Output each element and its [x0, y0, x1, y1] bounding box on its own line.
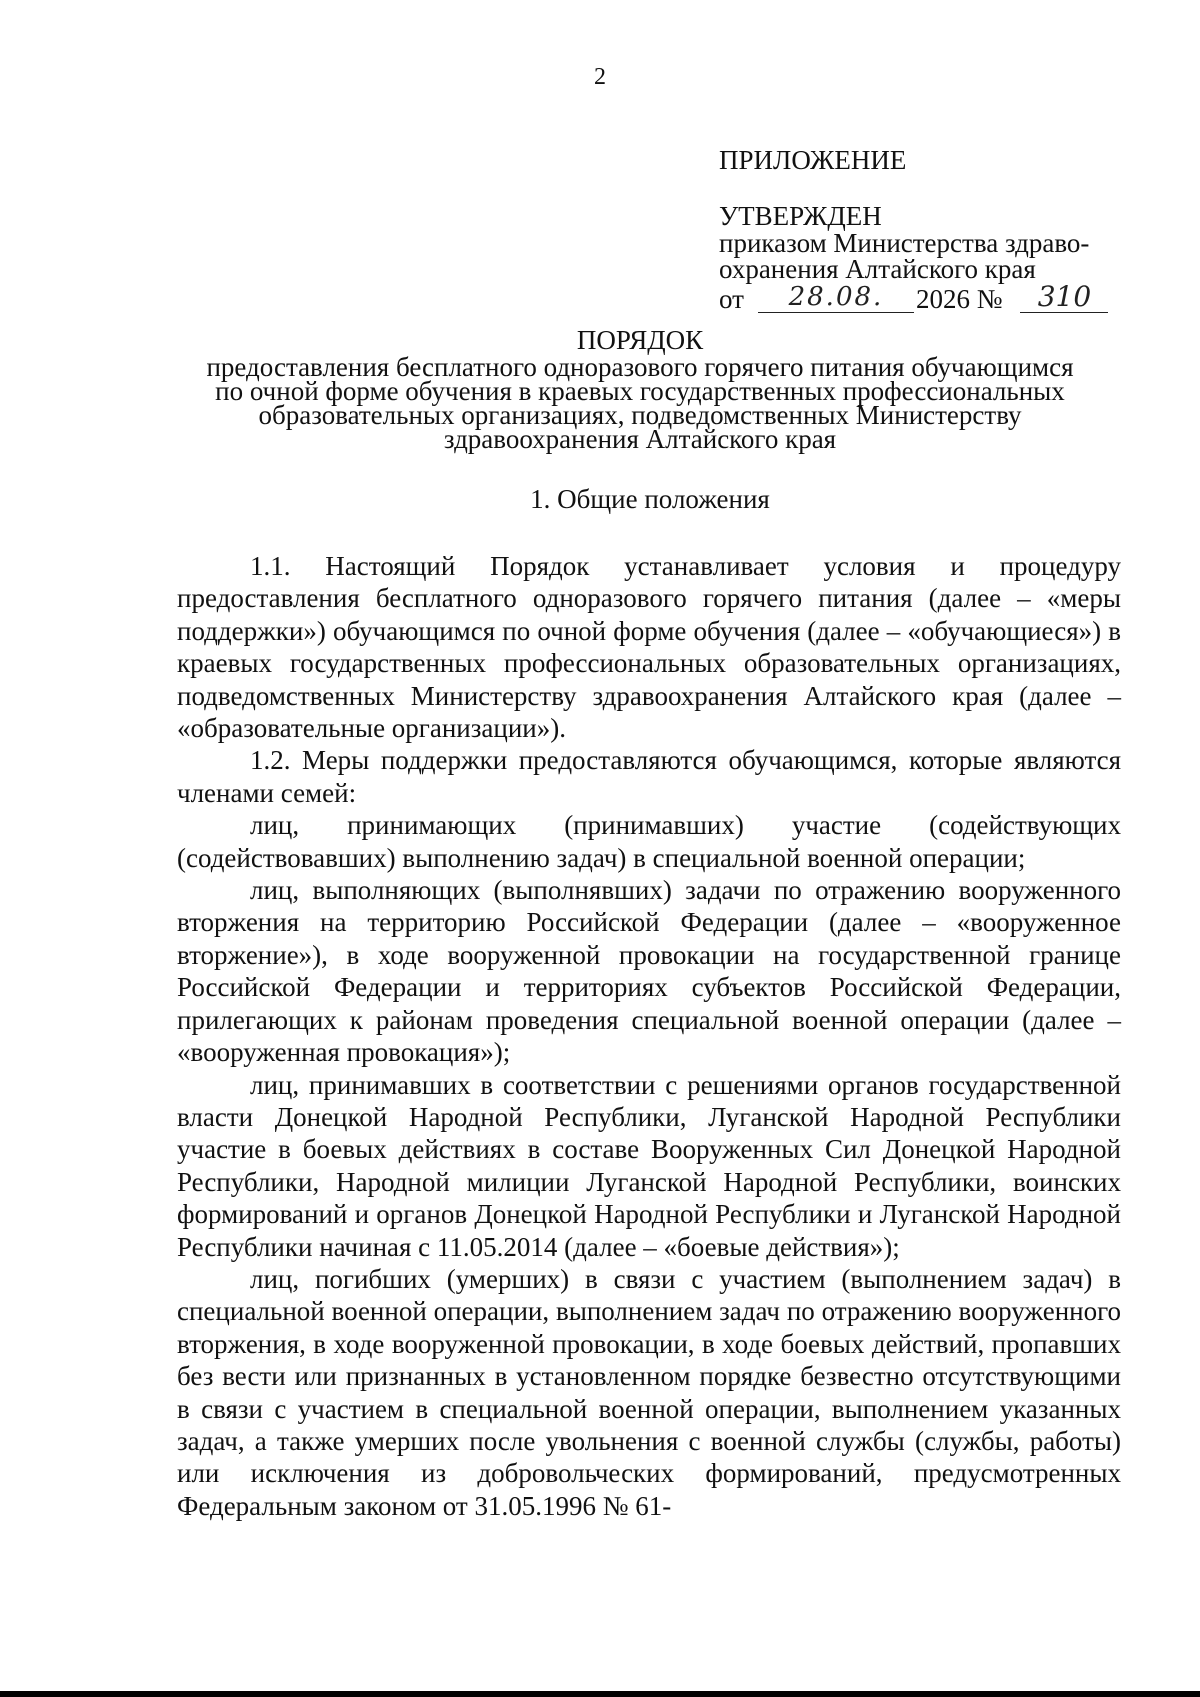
paragraph-deceased: лиц, погибших (умерших) в связи с участием (выполнением задач) в специальной военной операции, выполнением задач по отражению вооруженного вторжения, в ходе вооруженной провокации, в ходе боевых действий, пропавших без вести или признанных в установленном порядке безвестно отсутствующими в связи с участием в специальной военной операции, выполнением указанных задач, а также умерших после увольнения с военной службы (службы, работы) или исключения из добровольческих формирований, предусмотренных Федеральным законом от 31.05.1996 № 61-: [177, 1263, 1121, 1521]
paragraph-armed-invasion: лиц, выполняющих (выполнявших) задачи по отражению вооруженного вторжения на территорию Российской Федерации (далее – «вооруженное вторжение»), в ходе вооруженной провокации на государственной границе Российской Федерации и территориях субъектов Российской Федерации, прилегающих к районам проведения специальной военной операции (далее – «вооруженная провокация»);: [177, 875, 1121, 1068]
order-line-2: охранения Алтайского края: [719, 254, 1036, 284]
document-title: ПОРЯДОК: [576, 325, 704, 355]
scan-bottom-edge: [0, 1691, 1200, 1697]
document-subtitle-line-4: здравоохранения Алтайского края: [443, 424, 837, 454]
handwritten-date: 28.08.: [758, 282, 914, 313]
document-subtitle-line-3: образовательных организациях, подведомственных Министерству: [258, 400, 1022, 430]
document-title-block: [160, 325, 1120, 454]
section-heading: 1. Общие положения: [530, 484, 770, 514]
order-line-1: приказом Министерства здраво-: [719, 228, 1090, 258]
date-prefix: от: [719, 284, 744, 314]
paragraph-combat-actions: лиц, принимавших в соответствии с решениями органов государственной власти Донецкой Народной Республики, Луганской Народной Республики участие в боевых действиях в составе Вооруженных Сил Донецкой Народной Республики, Народной милиции Луганской Народной Республики, воинских формирований и органов Донецкой Народной Республики и Луганской Народной Республики начиная с 11.05.2014 (далее – «боевые действия»);: [177, 1069, 1121, 1262]
document-body: [177, 550, 1121, 1522]
approval-block: [719, 145, 1139, 313]
page-number: 2: [594, 64, 606, 90]
document-subtitle-line-1: предоставления бесплатного одноразового горячего питания обучающимся: [206, 352, 1074, 382]
appendix-label: ПРИЛОЖЕНИЕ: [719, 145, 907, 175]
paragraph-1-1: 1.1. Настоящий Порядок устанавливает условия и процедуру предоставления бесплатного одноразового горячего питания (далее – «меры поддержки») обучающимся по очной форме обучения (далее – «обучающиеся») в краевых государственных профессиональных образовательных организациях, подведомственных Министерству здравоохранения Алтайского края (далее – «образовательные организации»).: [177, 551, 1121, 744]
approved-label: УТВЕРЖДЕН: [719, 201, 882, 231]
order-year: 2026 №: [915, 284, 1003, 314]
order-date-line: [719, 282, 1139, 313]
handwritten-order-number: 310: [1020, 282, 1108, 313]
document-subtitle-line-2: по очной форме обучения в краевых государственных профессиональных: [215, 376, 1065, 406]
paragraph-1-2: 1.2. Меры поддержки предоставляются обучающимся, которые являются членами семей:: [177, 745, 1121, 808]
paragraph-svo-participants: лиц, принимающих (принимавших) участие (содействующих (содействовавших) выполнению задач) в специальной военной операции;: [177, 810, 1121, 873]
